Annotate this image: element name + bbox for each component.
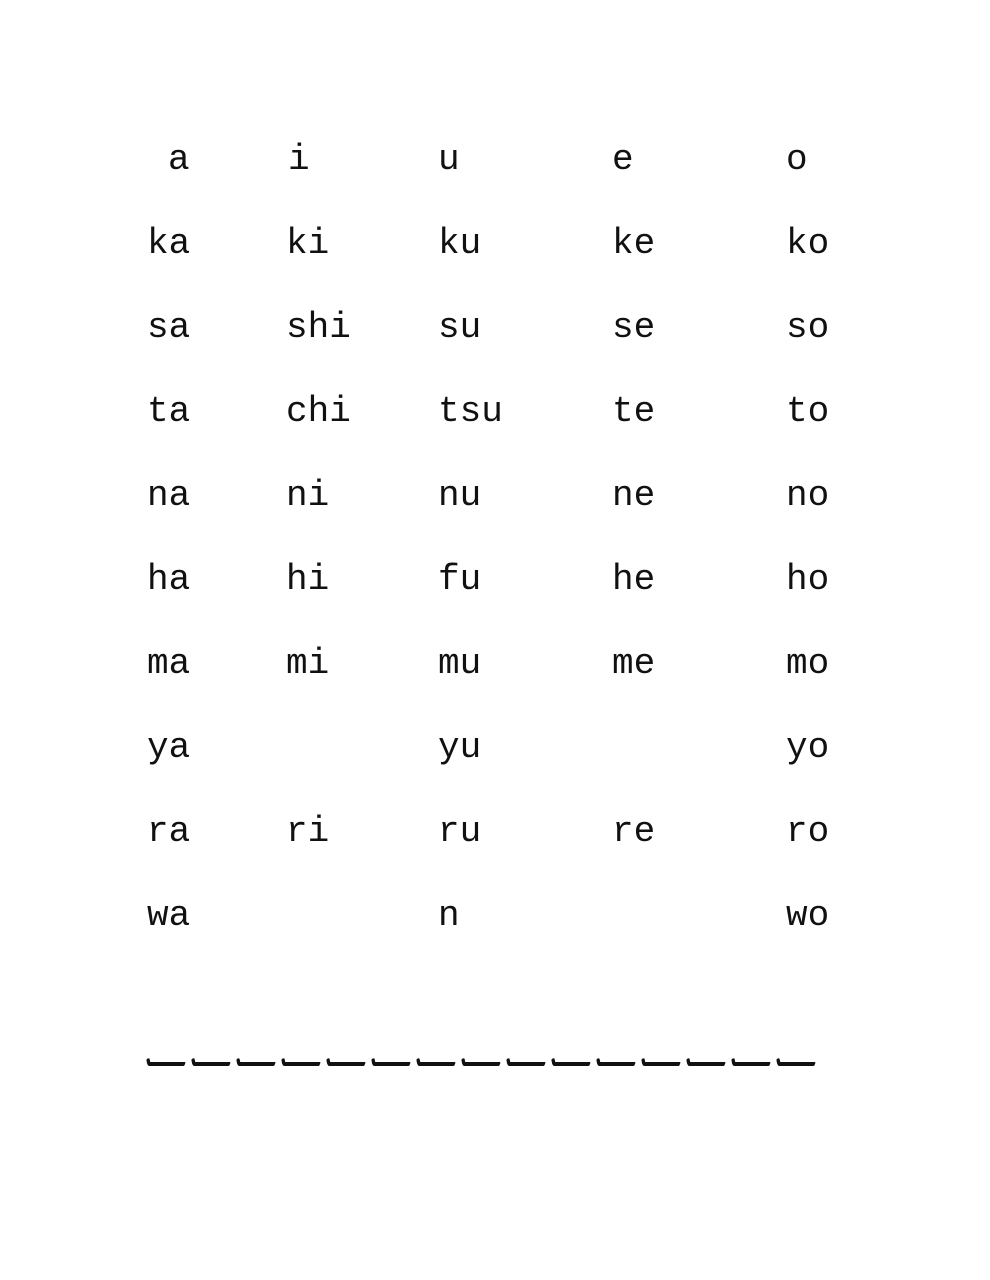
dash-mark [192,1062,230,1066]
syllable-cell: mi [286,643,330,684]
syllable-cell: ke [612,223,656,264]
syllable-cell: so [786,307,830,348]
syllable-cell: te [612,391,656,432]
syllable-cell: ho [786,559,830,600]
syllable-cell: wo [786,895,830,936]
syllable-cell: no [786,475,830,516]
syllable-cell: sa [147,307,191,348]
syllable-cell: ni [286,475,330,516]
dash-mark [237,1062,275,1066]
syllable-cell: a [168,139,190,180]
syllable-cell: chi [286,391,351,432]
syllable-cell: ma [147,643,191,684]
syllable-cell: ki [286,223,330,264]
syllable-cell: nu [438,475,482,516]
syllable-cell: hi [286,559,330,600]
syllable-cell: tsu [438,391,503,432]
dash-mark [327,1062,365,1066]
syllable-cell: wa [147,895,191,936]
syllable-cell: yo [786,727,830,768]
syllable-cell: ru [438,811,482,852]
syllable-cell: yu [438,727,482,768]
dash-mark [372,1062,410,1066]
dash-mark [552,1062,590,1066]
dash-mark [462,1062,500,1066]
dash-mark [507,1062,545,1066]
syllable-cell: ne [612,475,656,516]
syllable-cell: ra [147,811,191,852]
syllable-cell: n [438,895,460,936]
syllable-cell: ri [286,811,330,852]
syllable-cell: ka [147,223,191,264]
dash-mark [732,1062,770,1066]
syllable-cell: i [288,139,310,180]
syllable-cell: mo [786,643,830,684]
syllable-cell: u [438,139,460,180]
syllable-cell: shi [286,307,351,348]
syllable-cell: ku [438,223,482,264]
dash-mark [642,1062,680,1066]
dash-mark [147,1062,185,1066]
syllable-cell: me [612,643,656,684]
syllable-cell: mu [438,643,482,684]
syllable-cell: ha [147,559,191,600]
underline-dash-row [148,1062,815,1066]
syllable-cell: o [786,139,808,180]
dash-mark [687,1062,725,1066]
syllable-cell: fu [438,559,482,600]
syllable-cell: re [612,811,656,852]
dash-mark [597,1062,635,1066]
syllable-cell: ro [786,811,830,852]
syllable-cell: ya [147,727,191,768]
syllable-cell: he [612,559,656,600]
syllable-cell: ko [786,223,830,264]
dash-mark [417,1062,455,1066]
syllable-cell: ta [147,391,191,432]
dash-mark [282,1062,320,1066]
syllable-cell: e [612,139,634,180]
syllable-cell: to [786,391,830,432]
syllable-cell: su [438,307,482,348]
syllable-cell: na [147,475,191,516]
syllable-cell: se [612,307,656,348]
dash-mark [777,1062,815,1066]
